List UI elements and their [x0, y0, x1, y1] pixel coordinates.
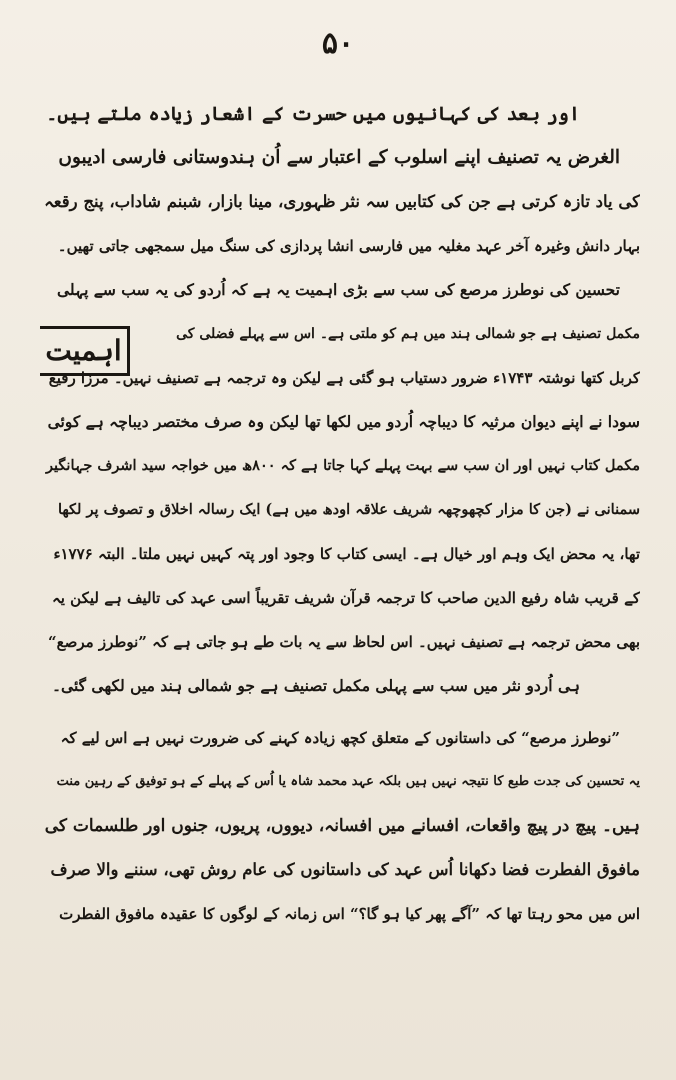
- text-line: بہار دانش وغیرہ آخر عہد مغلیہ میں فارسی انشا پردازی کی سنگ میل سمجھی جاتی تھیں۔: [57, 237, 640, 255]
- text-line: مکمل تصنیف ہے جو شمالی ہند میں ہم کو ملتی ہے۔ اس سے پہلے فضلی کی: [176, 326, 640, 342]
- text-line: مافوق الفطرت فضا دکھانا اُس عہد کی داستانوں کی عام روش تھی، سننے والا صرف: [50, 860, 640, 879]
- text-line: کی یاد تازہ کرتی ہے جن کی کتابیں سہ نثر ظہوری، مینا بازار، شبنم شاداب، پنج رقعہ: [44, 192, 640, 211]
- body-text: [44, 92, 640, 936]
- text-line: الغرض یہ تصنیف اپنے اسلوب کے اعتبار سے اُن ہندوستانی فارسی ادیبوں: [58, 147, 620, 168]
- text-line: سودا نے اپنے دیوان مرثیہ کا دیباچہ اُردو میں لکھا تھا لیکن وہ صرف مختصر دیباچہ ہے کوئی: [47, 412, 640, 431]
- text-line: ہیں۔ پیچ در پیچ واقعات، افسانے میں افسانہ، دیووں، پریوں، جنوں اور طلسمات کی: [44, 816, 640, 836]
- text-line: بھی محض ترجمہ ہے تصنیف نہیں۔ اس لحاظ سے یہ بات طے ہو جاتی ہے کہ ”نوطرز مرصع“: [47, 633, 640, 651]
- text-line: تھا، یہ محض ایک وہم اور خیال ہے۔ ایسی کتاب کا وجود اور پتہ کہیں نہیں ملتا۔ البتہ ۱۷۷۶ء: [53, 545, 640, 563]
- text-line: تحسین کی نوطرز مرصع کی سب سے بڑی اہمیت یہ ہے کہ اُردو کی یہ سب سے پہلی: [56, 280, 620, 299]
- text-line: ”نوطرز مرصع“ کی داستانوں کے متعلق کچھ زیادہ کہنے کی ضرورت نہیں ہے اس لیے کہ: [60, 729, 620, 747]
- text-line: یہ تحسین کی جدت طبع کا نتیجہ نہیں ہیں بلکہ عہد محمد شاہ یا اُس کے پہلے کے ہو توفیق کے رہین منت: [56, 774, 640, 789]
- text-line: اس میں محو رہتا تھا کہ ”آگے پھر کیا ہو گا؟“ اس زمانہ کے لوگوں کا عقیدہ مافوق الفطرت: [59, 905, 640, 923]
- text-line: کربل کتھا نوشتہ ۱۷۴۳ء ضرور دستیاب ہو گئی ہے لیکن وہ ترجمہ ہے تصنیف نہیں۔ مرزا رفیع: [48, 369, 640, 387]
- text-line: اور بعد کی کہانیوں میں حسرت کے اشعار زیادہ ملتے ہیں۔: [46, 103, 580, 125]
- side-heading-ahmiyat: اہمیت: [40, 326, 130, 376]
- page-number: ۵۰: [321, 26, 355, 61]
- text-line: مکمل کتاب نہیں اور ان سب سے بہت پہلے کہا جاتا ہے کہ ۸۰۰ھ میں خواجہ سید اشرف جہانگیر: [46, 457, 640, 474]
- text-line: سمنانی نے (جن کا مزار کچھوچھہ شریف علاقہ اودھ میں ہے) ایک رسالہ اخلاق و تصوف پر لکھا: [57, 501, 640, 518]
- text-line: کے قریب شاہ رفیع الدین صاحب کا ترجمہ قرآن شریف تقریباً اسی عہد کی تالیف ہے لیکن یہ: [51, 589, 640, 607]
- text-line: ہی اُردو نثر میں سب سے پہلی مکمل تصنیف ہے جو شمالی ہند میں لکھی گئی۔: [51, 676, 580, 695]
